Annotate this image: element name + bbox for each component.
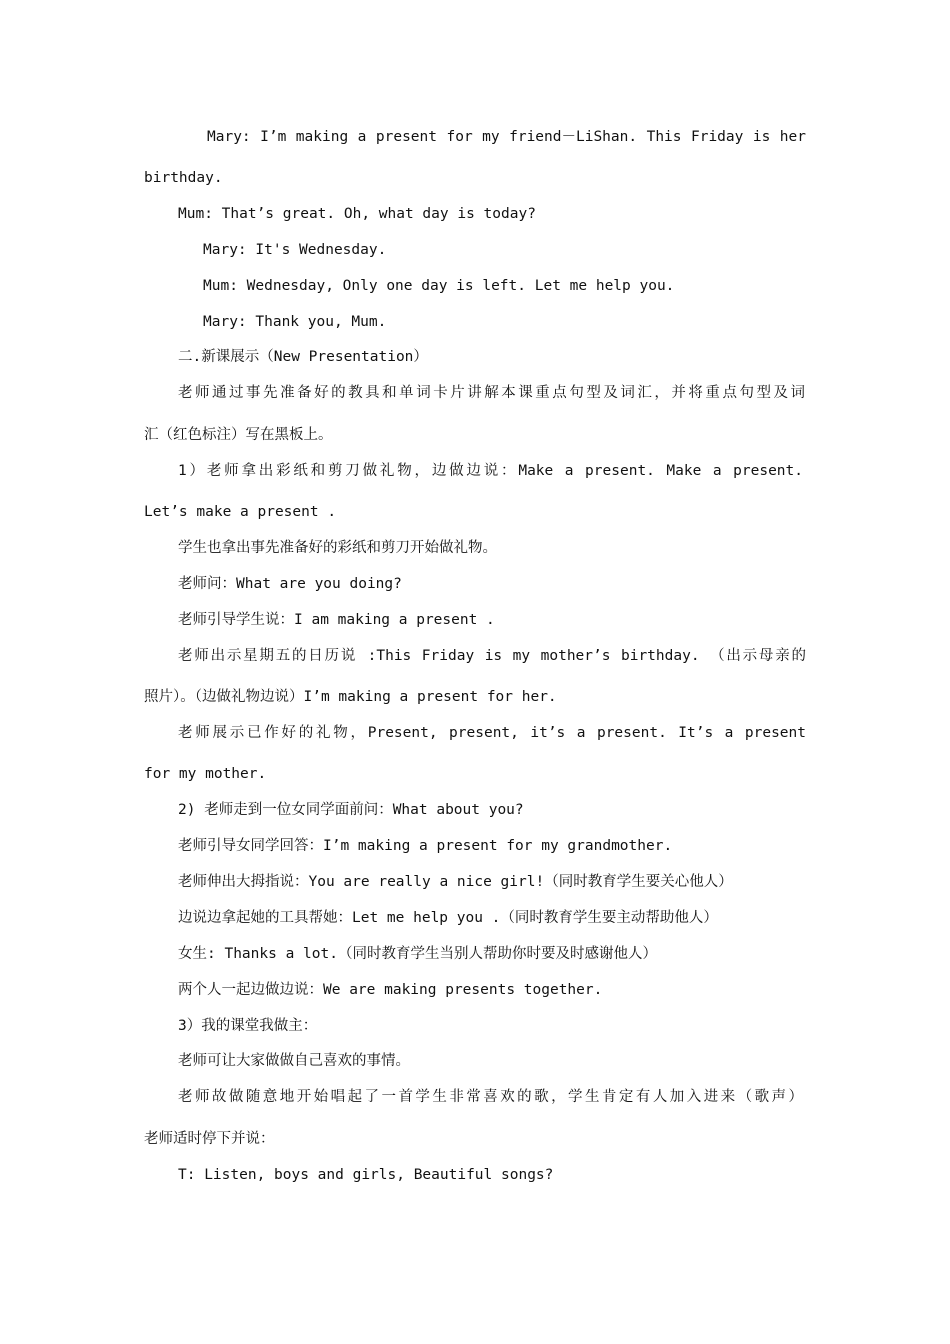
paragraph-line: 老师出示星期五的日历说 :This Friday is my mother’s birthday. （出示母亲的 [178,648,806,664]
paragraph-line-cont: 照片）。（边做礼物边说）I’m making a present for her. [144,689,557,705]
paragraph-line-cont: 老师适时停下并说： [144,1131,275,1147]
paragraph-line: 老师通过事先准备好的教具和单词卡片讲解本课重点句型及词汇，并将重点句型及词 [178,385,805,401]
dialogue-line-mary-2: Mary: It's Wednesday. [203,242,387,258]
paragraph-line: 老师故做随意地开始唱起了一首学生非常喜欢的歌，学生肯定有人加入进来（歌声） [178,1089,803,1105]
step-3-line: 3）我的课堂我做主： [178,1018,318,1034]
dialogue-line-mary-1-cont: birthday. [144,170,223,186]
step-2-line: 2) 老师走到一位女同学面前问：What about you? [178,802,524,818]
dialogue-line-mum-2: Mum: Wednesday, Only one day is left. Let me help you. [203,278,675,294]
paragraph-line: 汇（红色标注）写在黑板上。 [144,427,333,443]
paragraph-line: 两个人一起边做边说：We are making presents together. [178,982,603,998]
paragraph-line-cont: for my mother. [144,766,267,782]
paragraph-line: 边说边拿起她的工具帮她：Let me help you .（同时教育学生要主动帮助他人） [178,910,718,926]
dialogue-line-mum-1: Mum: That’s great. Oh, what day is today? [178,206,536,222]
paragraph-line: 女生: Thanks a lot.（同时教育学生当别人帮助你时要及时感谢他人） [178,946,657,962]
paragraph-line: 学生也拿出事先准备好的彩纸和剪刀开始做礼物。 [178,540,497,556]
section-heading: 二.新课展示（New Presentation） [178,349,428,365]
paragraph-line: 老师可让大家做做自己喜欢的事情。 [178,1053,410,1069]
paragraph-line: 老师展示已作好的礼物，Present, present, it’s a present. It’s a present [178,725,806,741]
step-1-line: 1）老师拿出彩纸和剪刀做礼物，边做边说：Make a present. Make a present. [178,463,803,479]
paragraph-line: 老师引导学生说：I am making a present . [178,612,495,628]
step-1-line-cont: Let’s make a present . [144,504,337,520]
dialogue-line-mary-1: Mary: I’m making a present for my friend－LiShan. This Friday is her [207,129,806,145]
paragraph-line: 老师伸出大拇指说：You are really a nice girl!（同时教育学生要关心他人） [178,874,733,890]
dialogue-line-teacher: T: Listen, boys and girls, Beautiful songs? [178,1167,554,1183]
dialogue-line-mary-3: Mary: Thank you, Mum. [203,314,387,330]
paragraph-line: 老师问：What are you doing? [178,576,402,592]
paragraph-line: 老师引导女同学回答：I’m making a present for my grandmother. [178,838,673,854]
